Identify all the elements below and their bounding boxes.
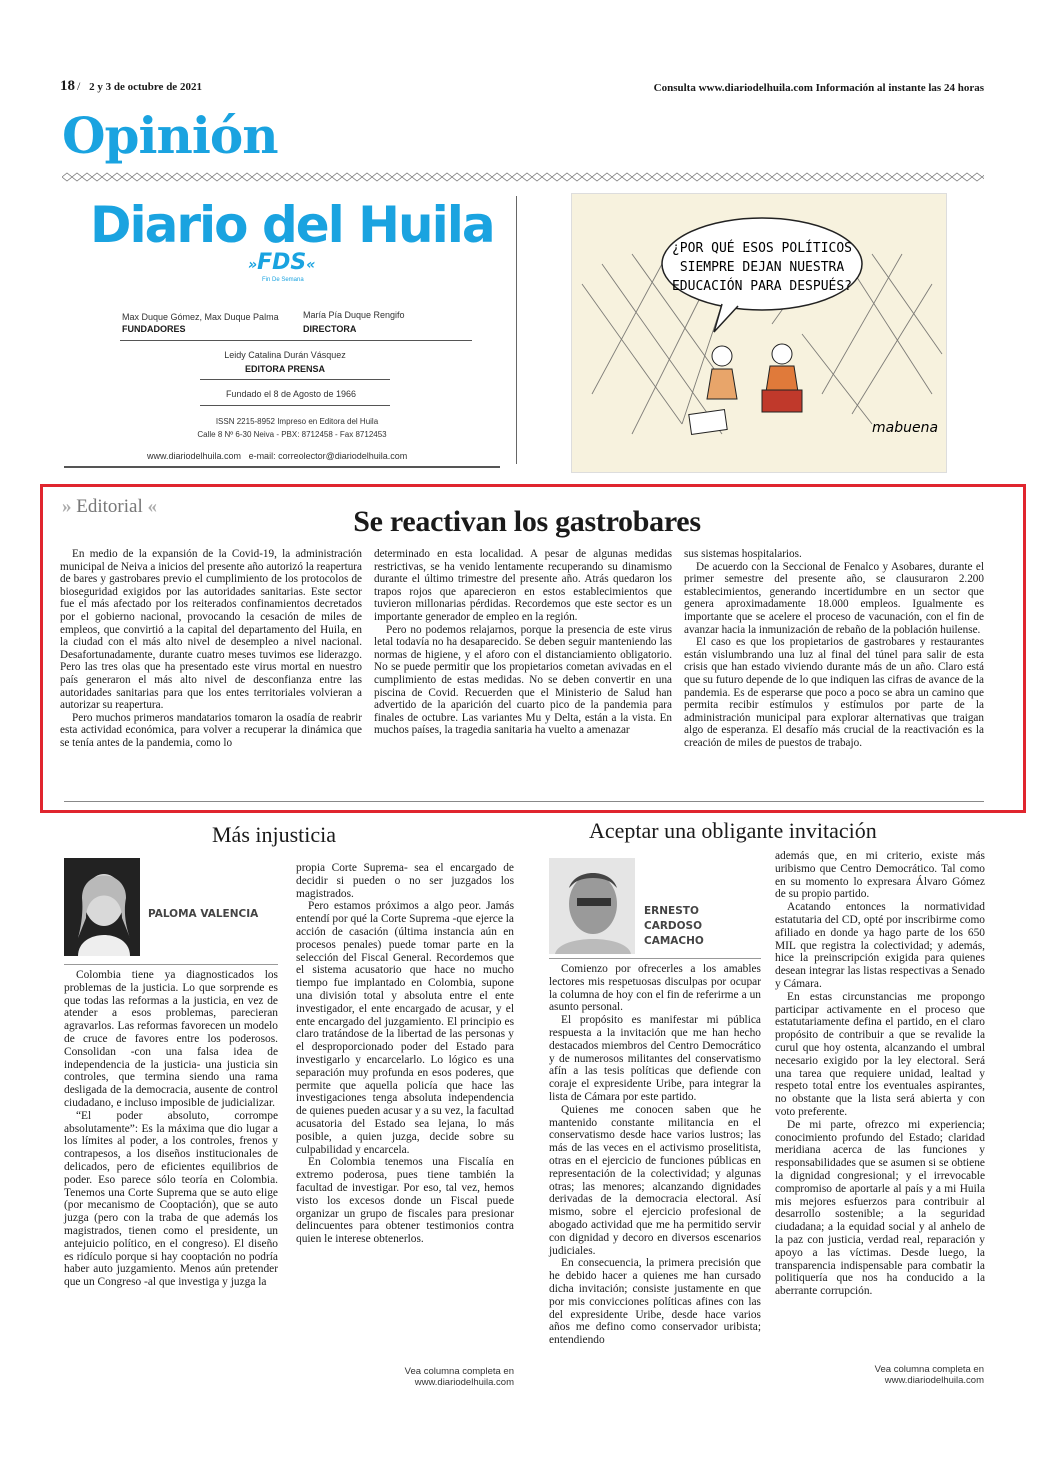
speech-line-1: ¿POR QUÉ ESOS POLÍTICOS [671, 241, 853, 256]
consulta-line: Consulta www.diariodelhuila.com Información al instante las 24 horas [653, 82, 984, 94]
issn-line: ISSN 2215-8952 Impreso en Editora del Huila [215, 417, 379, 426]
editorial-col-1 [60, 548, 362, 750]
address-line: Calle 8 Nº 6-30 Neiva - PBX: 8712458 - Fax 8712453 [197, 430, 387, 439]
chevron-right-icon: » [62, 496, 72, 517]
author-photo [549, 858, 635, 954]
column-1-title: Más injusticia [212, 822, 337, 847]
paragraph: El propósito es manifestar mi pública respuesta a la invitación que me han hecho destacados miembros del Centro Democrático y de numerosos militantes del conservatismo afín a las tesis políticas que defiende con coraje el expresidente Uribe, para integrar la lista de Cámara por este partido. [549, 1014, 761, 1103]
issue-date: 2 y 3 de octubre de 2021 [89, 81, 202, 93]
paragraph: Pero estamos próximos a algo peor. Jamás entendí por qué la Corte Suprema -que ejerce la acción de casación (última instancia aún en procesos penales) puede tomar parte en la selección del Fiscal General. Recordemos que el sistema acusatorio que hace no mucho tiempo fue implantado en Colombia, supone una división total y absoluta entre el ente investigador, el ente encargado de acusar, y el ente encargado del juzgamiento. El principio es claro tratándose de la libertad de las personas y el desproporcionado poder del Estado para investigarlo y encarcelarlo. Lo lógico es una separación muy profunda en esos poderes, que permite que aquella policía que hace las investigaciones tenga absoluta independencia de quienes pueden acusar y a su vez, la facultad acusatoria del Estado sea lejana, lo más posible, a quien juzga, decide sobre su culpabilidad y encarcela. [296, 900, 514, 1156]
column-2-vea[interactable]: Vea columna completa en www.diariodelhuila.com [874, 1364, 984, 1386]
paragraph: Pero muchos primeros mandatarios tomaron la osadía de reabrir esta actividad económica, para volver a recuperar la dinámica que se tenía antes de la pandemia, como lo [60, 711, 362, 749]
column-2-title: Aceptar una obligante invitación [589, 818, 877, 843]
cartoon-illustration [572, 194, 946, 472]
column-1-vea[interactable]: Vea columna completa en www.diariodelhuila.com [404, 1366, 514, 1388]
wavy-divider [62, 172, 984, 182]
editor-name: Leidy Catalina Durán Vásquez [224, 350, 346, 360]
director-label: DIRECTORA [303, 324, 357, 334]
paragraph: “El poder absoluto, corrompe absolutamente”: Es la máxima que dio lugar a los límites al poder, a los controles, frenos y contrapesos, a los diseños institucionales de delicados, pero de eficientes equilibrios de poder. Eso parece sólo teoría en Colombia. Tenemos una Corte Suprema que se auto elige (por mecanismo de Cooptación), que se auto juzga (pero con la traba de que además los magistrados, tienen como el presidente, un antejuicio político, en el congreso). El diseño es ridículo porque si hay cooptación no podría haber auto juzgamiento. Menos aún pretender que un Congreso -al que investiga y juzga la [64, 1109, 278, 1289]
paragraph: sus sistemas hospitalarios. [684, 548, 802, 560]
editorial-col-2 [374, 548, 672, 737]
web-link[interactable]: www.diariodelhuila.com e-mail: correolector@diariodelhuila.com [147, 451, 408, 461]
paragraph: De mi parte, ofrezco mi experiencia; conocimiento profundo del Estado; claridad meridiana acerca de las funciones y responsabilidades que se asumen si se obtiene la dignidad congresional; y el irrevocable compromiso de aportarle al país y a mi Huila mis mejores esfuerzos para contribuir al desarrollo sostenible; a la seguridad ciudadana; a la equidad social y al anhelo de la paz con justicia, verdad real, reparación y apoyo a las víctimas. Desde luego, la transparencia indispensable para combatir la politiquería que nos ha conducido a la aberrante corrupción. [775, 1118, 985, 1298]
paragraph: determinado en esta localidad. A pesar de algunas medidas restrictivas, se ha venido lentamente recuperando su dinamismo durante el último trimestre del presente año. Atrás quedaron los trapos rojos que aparecieron en estos establecimientos que tuvieron millonarias pérdidas. Recordemos que este sector es un importante generador de empleo en la región. [374, 548, 672, 623]
masthead-rule [200, 405, 390, 406]
column-1-right [296, 862, 514, 1246]
column-1-left [64, 969, 278, 1289]
page-separator: / [77, 79, 81, 93]
fds-logo: »FDS« [248, 250, 316, 275]
speech-line-3: EDUCACIÓN PARA DESPUÉS? [671, 279, 853, 294]
paragraph: En Colombia tenemos una Fiscalía en extremo poderosa, pues tiene también la facultad de investigar. Por eso, tal vez, hemos visto los excesos donde un Fiscal puede organizar un grupo de fiscales para presionar delincuentes para obtener testimonios contra quien le interese obtenerlos. [296, 1156, 514, 1246]
masthead-bottom-rule [64, 466, 500, 468]
masthead-rule [200, 379, 390, 380]
editorial-bottom-rule [64, 801, 984, 802]
editorial-label: » Editorial « [62, 496, 157, 517]
paragraph: Comienzo por ofrecerles a los amables lectores mis respetuosas disculpas por ocupar la columna de hoy con el fin de referirme a un asunto personal. [549, 963, 761, 1014]
speech-line-2: SIEMPRE DEJAN NUESTRA [679, 260, 845, 275]
cartoon [571, 193, 947, 473]
founders-label: FUNDADORES [122, 324, 186, 334]
column-2-left [549, 963, 761, 1347]
paragraph: De acuerdo con la Seccional de Fenalco y Asobares, durante el primer semestre del presente año, se clausuraron 2.200 establecimientos, generando incertidumbre en un sector que genera aproximadamente 18.000 empleos. Igualmente es importante que se acelere el proceso de vacunación, con el fin de avanzar hacia la inmunización de rebaño de la población huilense. [684, 560, 984, 636]
paragraph: En consecuencia, la primera precisión que he debido hacer a quienes me han cursado dicha invitación; consiste justamente en que por mis convicciones políticas afines con las del expresidente Uribe, desde hace varios años me defino como conservador uribista; entendiendo [549, 1257, 761, 1347]
paragraph: propia Corte Suprema- sea el encargado de decidir si pueden o no ser juzgados los magistrados. [296, 862, 514, 900]
cartoon-signature: mabuena [872, 420, 939, 436]
author-rule [549, 958, 761, 959]
author-rule [64, 964, 278, 965]
director-name: María Pía Duque Rengifo [303, 310, 405, 320]
editorial-col-3 [684, 548, 984, 750]
founders-names: Max Duque Gómez, Max Duque Palma [122, 312, 279, 322]
column-2-right [775, 850, 985, 1298]
author-photo [64, 858, 140, 956]
chevron-left-icon: « [147, 496, 157, 517]
paragraph: Pero no podemos relajarnos, porque la presencia de este virus letal todavía no ha desaparecido. Se deben seguir manteniendo las normas de higiene, y el aforo con el distanciamiento obligatorio. No se puede permitir que los propietarios cometan avivadas en el cumplimiento de estas medidas. No se deben convertir en una piscina de Covid. Recuerden que el Ministerio de Salud han advertido de la aparición del cuarto pico de la pandemia para finales de octubre. Las variantes Mu y Delta, están a la vista. En muchos países, la tragedia sanitaria ha vuelto a amenazar [374, 623, 672, 737]
paragraph: además que, en mi criterio, existe más uribismo que Centro Democrático. Tal como en su momento lo expresara Álvaro Gómez de su propio partido. [775, 850, 985, 901]
paragraph: Acatando entonces la normatividad estatutaria del CD, opté por inscribirme como afiliado en donde ya hago parte de los 650 MIL que registra la colectividad; y además, hice la preinscripción exigida para quienes desean integrar las listas respectivas a Senado y Cámara. [775, 901, 985, 990]
editorial-title: Se reactivan los gastrobares [353, 505, 701, 538]
section-title: Opinión [62, 106, 278, 165]
column-1-author: PALOMA VALENCIA [148, 908, 259, 920]
masthead-logo: Diario del Huila [90, 196, 494, 254]
paragraph: El caso es que los propietarios de gastrobares y restaurantes están vislumbrando una luz al final del túnel para salir de esta crisis que han estado viviendo durante más de un año. Claro está que su futuro depende de lo que indiquen las cifras de avance de la pandemia. Es de esperarse que poco a poco se abra un camino que permita recibir estímulos y estímulos por parte de la administración municipal para explorar alternativas que traigan algo de esperanza. El desafío más crucial de la reactivación es la creación de miles de puestos de trabajo. [684, 636, 984, 749]
fds-subtitle: Fin De Semana [262, 277, 304, 283]
paragraph: Quienes me conocen saben que he mantenido constante militancia en el conservatismo desde hace varios lustros; las más de las veces en el activismo proselitista, otras en el ejercicio de funciones públicas en representación de la colectividad; y algunas otras; las menores; alcanzando dignidades derivadas de la democracia electoral. Así mismo, sobre el ejercicio profesional de abogado actividad que me ha permitido servir con dignidad y decoro en diversos escenarios judiciales. [549, 1103, 761, 1257]
column-2-author: ERNESTO CARDOSO CAMACHO [644, 905, 704, 947]
paragraph: En medio de la expansión de la Covid-19, la administración municipal de Neiva a inicios del presente año autorizó la reapertura de bares y gastrobares previo el cumplimiento de los protocolos de bioseguridad exigidos por las autoridades sanitarias. Este sector fue el más afectado por los reiterados confinamientos decretados por el gobierno nacional, provocando la cesación de miles de empleos, que convirtió a la capital del departamento del Huila, en la ciudad con el más alto nivel de desempleo a nivel nacional. Desafortunadamente, durante cuatro meses tuvimos ese liderazgo. Pero las tres olas que ha presentado este virus mortal en nuestro país generaron el más alto nivel de desconfianza entre las autoridades sanitarias para que los entes territoriales volvieran a autorizar su reapertura. [60, 548, 362, 712]
paragraph: En estas circunstancias me propongo participar activamente en el proceso que estatutariamente defina el partido, en el claro propósito de contribuir a que se revalide la curul que hoy ostenta, alcanzando el umbral necesario exigido por la ley electoral. Será una tarea que requiere unidad, lealtad y respeto total entre los eventuales aspirantes, no obstante que la lista será abierta y con voto preferente. [775, 990, 985, 1118]
page-header [60, 78, 984, 100]
masthead-rule [120, 340, 472, 341]
paragraph: Colombia tiene ya diagnosticados los problemas de la justicia. Lo que sorprende es que todas las reformas a la justicia, en vez de atender a esos problemas, parecieran agravarlos. Las reformas favorecen un modelo de cruce de favores entre los poderosos. Consolidan -con una falsa idea de independencia de la justicia- una justicia sin controles, que termina siendo una rama desligada de la democracia, ausente de control ciudadano, e incluso imposible de judicializar. [64, 969, 278, 1109]
page-number: 18 [60, 78, 75, 94]
founded-date: Fundado el 8 de Agosto de 1966 [225, 389, 357, 399]
editor-label: EDITORA PRENSA [244, 364, 325, 374]
